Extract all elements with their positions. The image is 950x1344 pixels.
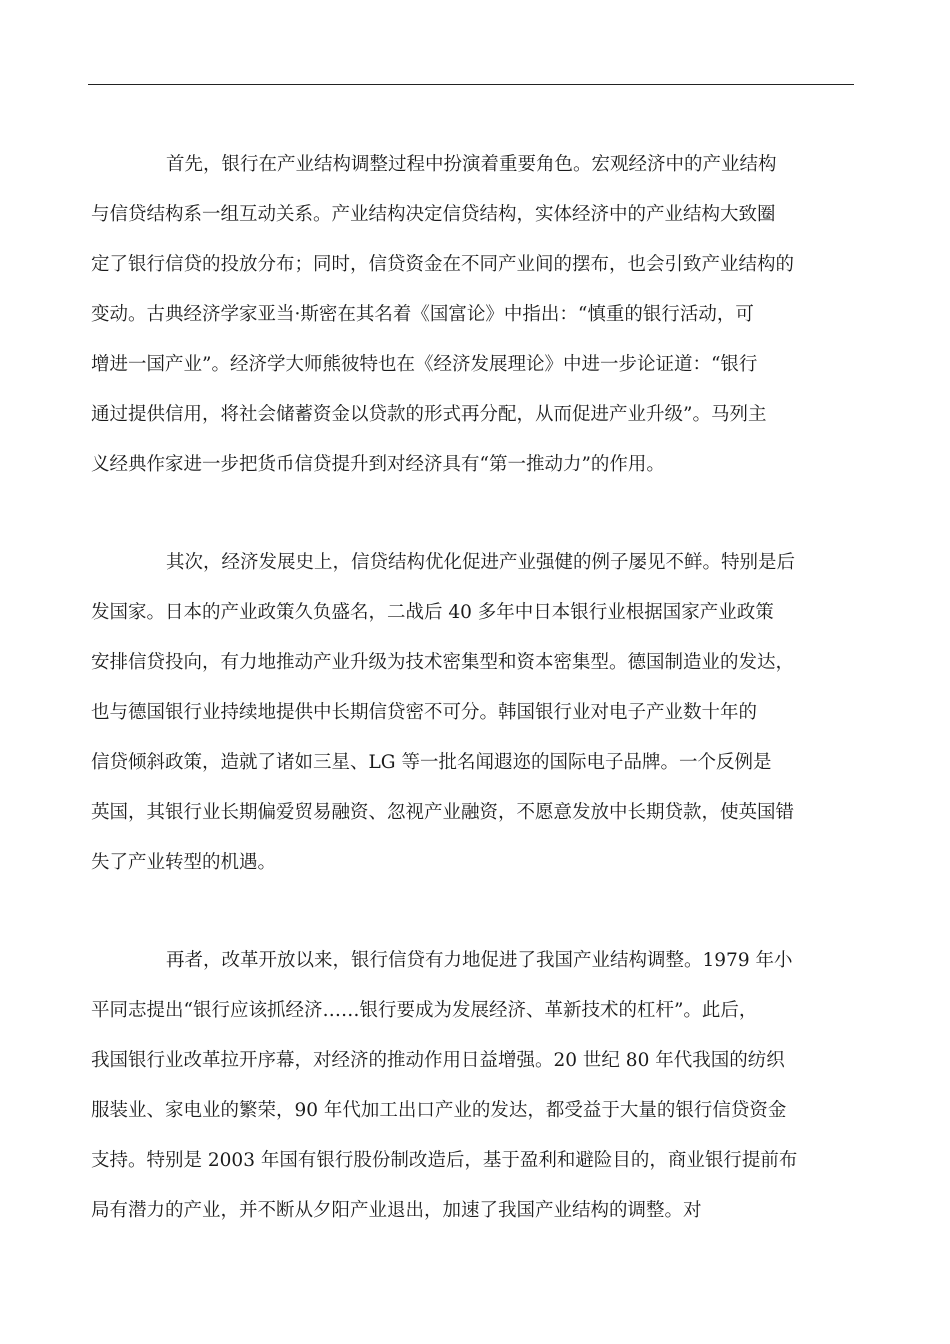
paragraph-line: 定了银行信贷的投放分布；同时，信贷资金在不同产业间的摆布，也会引致产业结构的: [91, 254, 795, 275]
paragraph-line: 失了产业转型的机遇。: [91, 852, 277, 873]
paragraph-1: [91, 140, 856, 490]
paragraph-line: 增进一国产业”。经济学大师熊彼特也在《经济发展理论》中进一步论证道：“银行: [91, 354, 758, 375]
paragraph-line: 再者，改革开放以来，银行信贷有力地促进了我国产业结构调整。1979 年小: [166, 950, 793, 971]
paragraph-line: 义经典作家进一步把货币信贷提升到对经济具有“第一推动力”的作用。: [91, 454, 665, 475]
paragraph-line: 服装业、家电业的繁荣，90 年代加工出口产业的发达，都受益于大量的银行信贷资金: [91, 1100, 787, 1121]
paragraph-line: 我国银行业改革拉开序幕，对经济的推动作用日益增强。20 世纪 80 年代我国的纺织: [91, 1050, 785, 1071]
paragraph-line: 也与德国银行业持续地提供中长期信贷密不可分。韩国银行业对电子产业数十年的: [91, 702, 758, 723]
header-rule: [88, 84, 854, 85]
paragraph-2: [91, 538, 856, 888]
paragraph-line: 其次，经济发展史上，信贷结构优化促进产业强健的例子屡见不鲜。特别是后: [166, 552, 796, 573]
paragraph-3: [91, 936, 856, 1236]
paragraph-line: 信贷倾斜政策，造就了诸如三星、LG 等一批名闻遐迩的国际电子品牌。一个反例是: [91, 752, 772, 773]
paragraph-line: 变动。古典经济学家亚当·斯密在其名着《国富论》中指出：“慎重的银行活动，可: [91, 304, 754, 325]
paragraph-line: 首先，银行在产业结构调整过程中扮演着重要角色。宏观经济中的产业结构: [166, 154, 777, 175]
paragraph-line: 局有潜力的产业，并不断从夕阳产业退出，加速了我国产业结构的调整。对: [91, 1200, 702, 1221]
paragraph-line: 通过提供信用，将社会储蓄资金以贷款的形式再分配，从而促进产业升级”。马列主: [91, 404, 767, 425]
paragraph-line: 安排信贷投向，有力地推动产业升级为技术密集型和资本密集型。德国制造业的发达，: [91, 652, 795, 673]
paragraph-line: 支持。特别是 2003 年国有银行股份制改造后，基于盈利和避险目的，商业银行提前布: [91, 1150, 798, 1171]
paragraph-line: 英国，其银行业长期偏爱贸易融资、忽视产业融资，不愿意发放中长期贷款，使英国错: [91, 802, 795, 823]
paragraph-line: 发国家。日本的产业政策久负盛名，二战后 40 多年中日本银行业根据国家产业政策: [91, 602, 774, 623]
paragraph-line: 平同志提出“银行应该抓经济……银行要成为发展经济、革新技术的杠杆”。此后，: [91, 1000, 758, 1021]
paragraph-line: 与信贷结构系一组互动关系。产业结构决定信贷结构，实体经济中的产业结构大致圈: [91, 204, 776, 225]
